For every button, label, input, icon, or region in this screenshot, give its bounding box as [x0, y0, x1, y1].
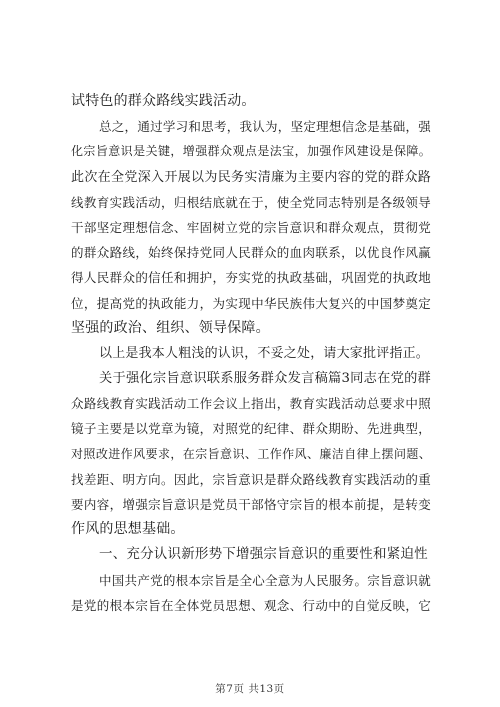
text-line: 中国共产党的根本宗旨是全心全意为人民服务。宗旨意识就 [99, 572, 431, 588]
text-line: 对照改进作风要求，在宗旨意识、工作作风、廉洁自律上摆问题、 [71, 446, 431, 461]
text-line: 位，提高党的执政能力，为实现中华民族伟大复兴的中国梦奠定 [71, 295, 431, 311]
text-line: 关于强化宗旨意识联系服务群众发言稿篇3同志在党的群 [99, 371, 431, 387]
text-line: 以上是我本人粗浅的认识，不妥之处，请大家批评指正。 [99, 345, 430, 361]
text-line: 总之，通过学习和思考，我认为，坚定理想信念是基础，强 [99, 119, 431, 135]
text-line: 此次在全党深入开展以为民务实清廉为主要内容的党的群众路 [71, 169, 431, 185]
text-line: 要内容，增强宗旨意识是党员干部恪守宗旨的根本前提，是转变 [71, 497, 431, 512]
text-line: 线教育实践活动，归根结底就在于，使全党同志特别是各级领导 [71, 194, 431, 210]
text-line: 试特色的群众路线实践活动。 [71, 93, 256, 109]
page-number-footer: 第7页 共13页 [215, 683, 285, 695]
text-line: 是党的根本宗旨在全体党员思想、观念、行动中的自觉反映，它 [71, 597, 431, 613]
text-line: 找差距、明方向。因此，宗旨意识是群众路线教育实践活动的重 [71, 471, 431, 487]
text-line: 坚强的政治、组织、领导保障。 [71, 319, 270, 336]
section-heading: 一、充分认识新形势下增强宗旨意识的重要性和紧迫性 [99, 546, 428, 563]
document-body [71, 89, 431, 618]
text-line: 干部坚定理想信念、牢固树立党的宗旨意识和群众观点，贯彻党 [71, 219, 431, 235]
text-line: 众路线教育实践活动工作会议上指出，教育实践活动总要求中照 [71, 396, 431, 412]
text-line: 化宗旨意识是关键，增强群众观点是法宝，加强作风建设是保障。 [71, 144, 431, 159]
text-line: 得人民群众的信任和拥护，夯实党的执政基础，巩固党的执政地 [71, 270, 431, 286]
text-line: 作风的思想基础。 [71, 521, 185, 538]
text-line: 的群众路线，始终保持党同人民群众的血肉联系，以优良作风赢 [71, 245, 431, 261]
text-line: 镜子主要是以党章为镜，对照党的纪律、群众期盼、先进典型， [71, 421, 431, 437]
